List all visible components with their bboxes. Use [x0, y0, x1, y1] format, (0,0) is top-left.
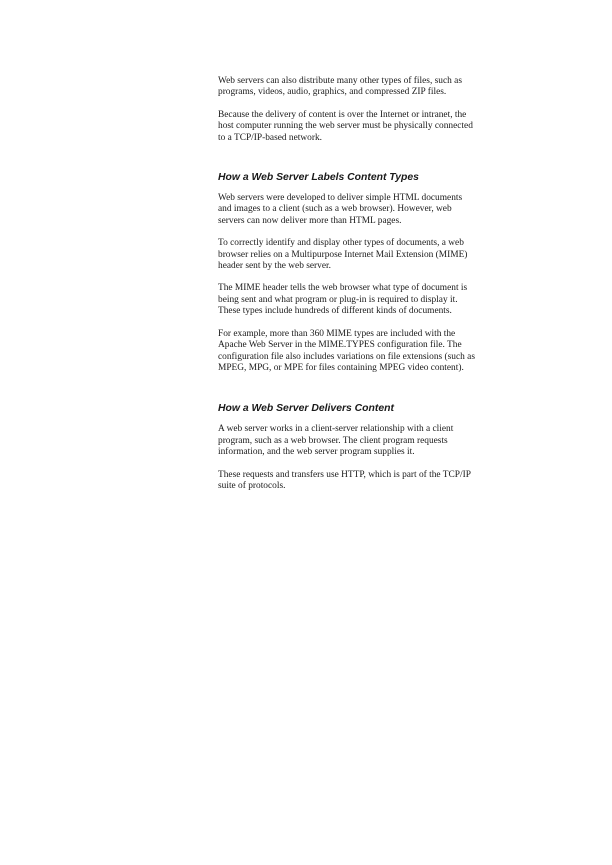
- labels-content-types-section: [218, 171, 498, 374]
- section-paragraph: Web servers were developed to deliver simple HTML documents and images to a client (such as a web browser). However, web servers can now deliver more than HTML pages.: [218, 193, 463, 226]
- section-paragraph: A web server works in a client-server relationship with a client program, such as a web browser. The client program requests information, and the web server program supplies it.: [218, 424, 454, 458]
- delivers-content-section: [218, 402, 498, 492]
- section-heading: How a Web Server Labels Content Types: [218, 172, 419, 184]
- intro-paragraph: Web servers can also distribute many other types of files, such as programs, videos, audio, graphics, and compressed ZIP files.: [218, 76, 462, 98]
- section-paragraph: These requests and transfers use HTTP, which is part of the TCP/IP suite of protocols.: [218, 469, 471, 491]
- section-paragraph: To correctly identify and display other types of documents, a web browser relies on a Multipurpose Internet Mail Extension (MIME) header sent by the web server.: [218, 238, 468, 272]
- section-paragraph: For example, more than 360 MIME types are included with the Apache Web Server in the MIME.TYPES configuration file. The configuration file also includes variations on file extensions (such as MPEG, MPG, or MPE for files containing MPEG video content).: [218, 328, 475, 373]
- intro-paragraph: Because the delivery of content is over the Internet or intranet, the host computer running the web server must be physically connected to a TCP/IP-based network.: [218, 109, 473, 143]
- section-heading: How a Web Server Delivers Content: [218, 403, 394, 415]
- section-paragraph: The MIME header tells the web browser what type of document is being sent and what program or plug-in is required to display it. These types include hundreds of different kinds of documents.: [218, 283, 468, 317]
- page-content: [218, 76, 498, 503]
- intro-section: [218, 76, 498, 144]
